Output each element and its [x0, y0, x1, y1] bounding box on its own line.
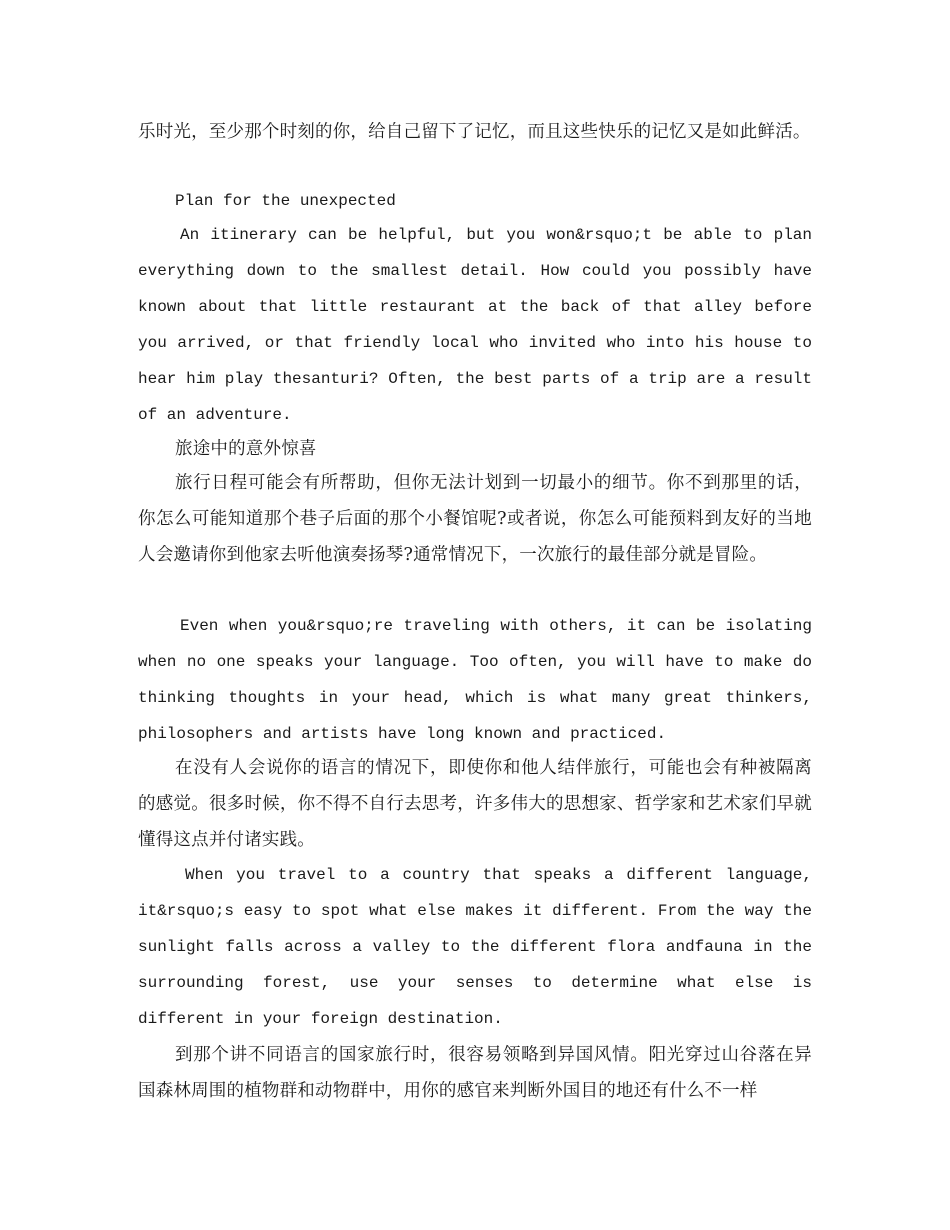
paragraph-itinerary: An itinerary can be helpful, but you won&rsquo;t be able to plan everything down to the smallest detail. How could you possibly have known about that little restaurant at the back of that alley before you arrived, or that friendly local who invited who into his house to hear him play thesanturi? Often, the best parts of a trip are a result of an adventure.: [138, 226, 812, 424]
paragraph-chinese-memories: 乐时光，至少那个时刻的你，给自己留下了记忆，而且这些快乐的记忆又是如此鲜活。: [138, 122, 811, 142]
heading-chinese-surprise: 旅途中的意外惊喜: [175, 439, 317, 459]
paragraph-chinese-itinerary: 旅行日程可能会有所帮助，但你无法计划到一切最小的细节。你不到那里的话，你怎么可能知道那个巷子后面的那个小餐馆呢?或者说，你怎么可能预料到友好的当地人会邀请你到他家去听他演奏扬琴?通常情况下，一次旅行的最佳部分就是冒险。: [138, 473, 812, 565]
paragraph-isolating: Even when you&rsquo;re traveling with others, it can be isolating when no one speaks your language. Too often, you will have to make do thinking thoughts in your head, which is what many great thinkers, philosophers and artists have long known and practiced.: [138, 617, 812, 743]
paragraph-different-language: When you travel to a country that speaks a different language, it&rsquo;s easy to spot what else makes it different. From the way the sunlight falls across a valley to the different flora andfauna in the surrounding forest, use your senses to determine what else is different in your foreign destination.: [138, 866, 812, 1028]
paragraph-chinese-isolating: 在没有人会说你的语言的情况下，即使你和他人结伴旅行，可能也会有种被隔离的感觉。很多时候，你不得不自行去思考，许多伟大的思想家、哲学家和艺术家们早就懂得这点并付诸实践。: [138, 758, 812, 850]
paragraph-chinese-foreign: 到那个讲不同语言的国家旅行时，很容易领略到异国风情。阳光穿过山谷落在异国森林周围的植物群和动物群中，用你的感官来判断外国目的地还有什么不一样: [138, 1045, 812, 1101]
heading-plan-for-unexpected: Plan for the unexpected: [175, 192, 396, 210]
